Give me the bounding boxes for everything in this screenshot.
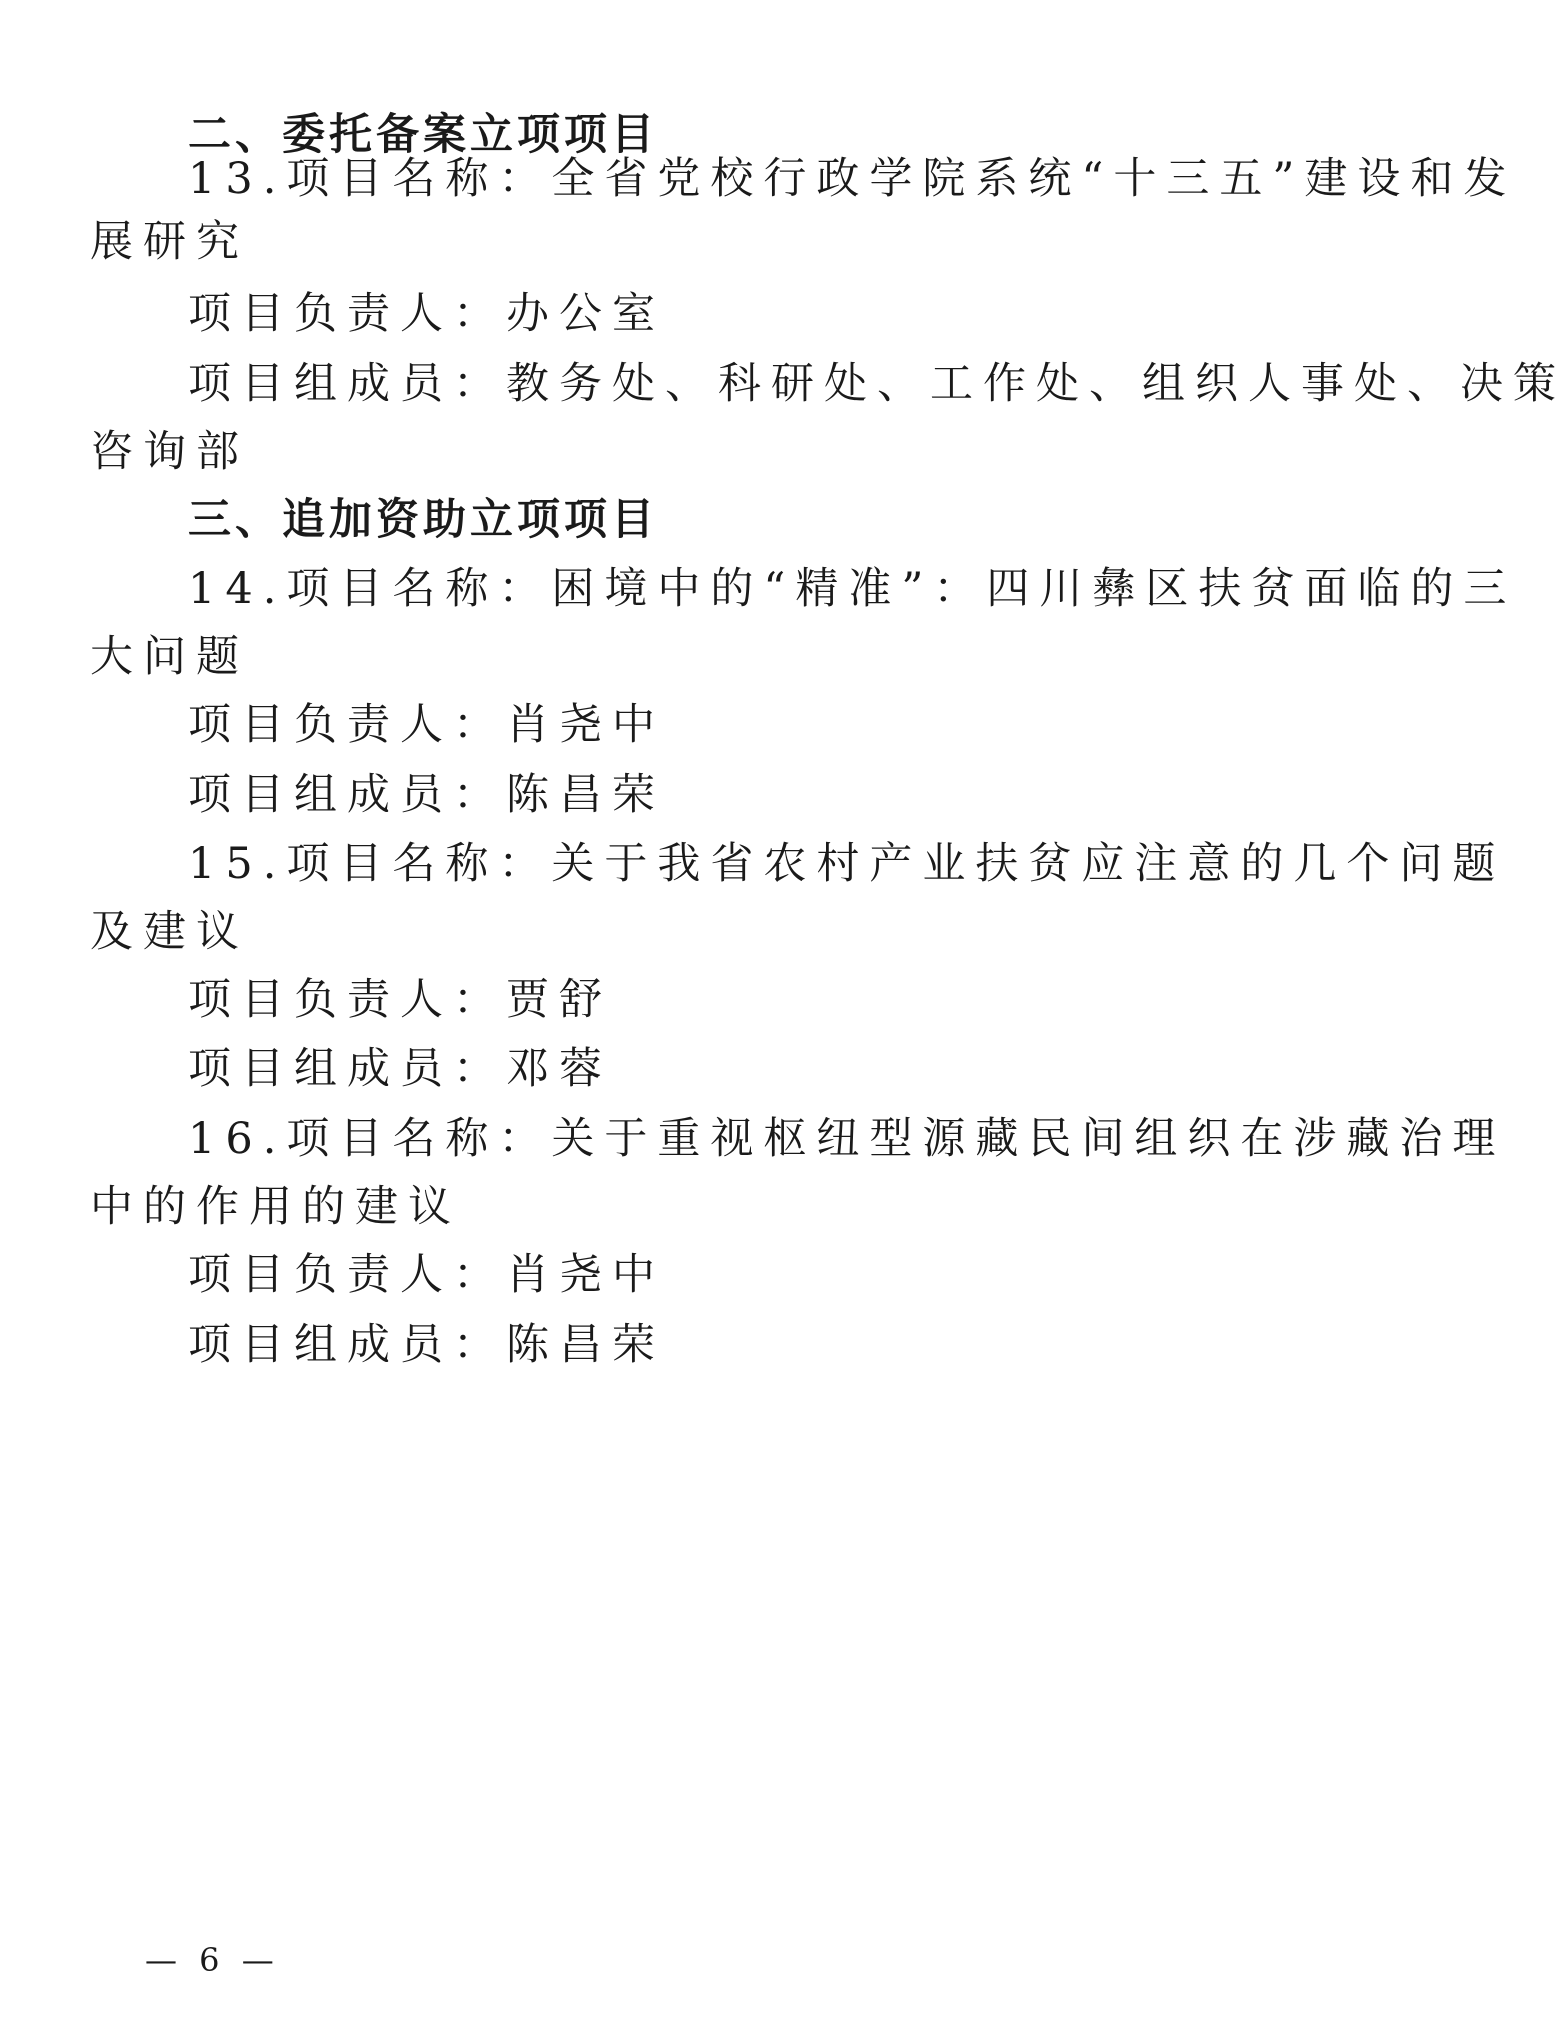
project-13-members: 项目组成员：教务处、科研处、工作处、组织人事处、决策 [188,359,1566,409]
project-13-name: 13.项目名称：全省党校行政学院系统“十三五”建设和发 [188,154,1517,204]
project-13-members-continued: 咨询部 [90,427,249,477]
project-16-members: 项目组成员：陈昌荣 [188,1320,665,1370]
section-heading-additional: 三、追加资助立项项目 [188,495,658,545]
project-15-members: 项目组成员：邓蓉 [188,1044,612,1094]
project-16-leader: 项目负责人：肖尧中 [188,1250,665,1300]
section-heading-entrusted: 二、委托备案立项项目 [188,110,658,160]
project-14-members: 项目组成员：陈昌荣 [188,770,665,820]
project-13-name-continued: 展研究 [90,217,249,267]
project-14-name: 14.项目名称：困境中的“精准”：四川彝区扶贫面临的三 [188,564,1517,614]
project-15-name: 15.项目名称：关于我省农村产业扶贫应注意的几个问题 [188,839,1506,889]
project-16-name: 16.项目名称：关于重视枢纽型源藏民间组织在涉藏治理 [188,1114,1506,1164]
project-15-leader: 项目负责人：贾舒 [188,975,612,1025]
project-16-name-continued: 中的作用的建议 [90,1182,461,1232]
project-13-leader: 项目负责人：办公室 [188,289,665,339]
project-15-name-continued: 及建议 [90,907,249,957]
project-14-name-continued: 大问题 [90,632,249,682]
project-14-leader: 项目负责人：肖尧中 [188,700,665,750]
page-number: — 6 — [145,1941,280,1979]
